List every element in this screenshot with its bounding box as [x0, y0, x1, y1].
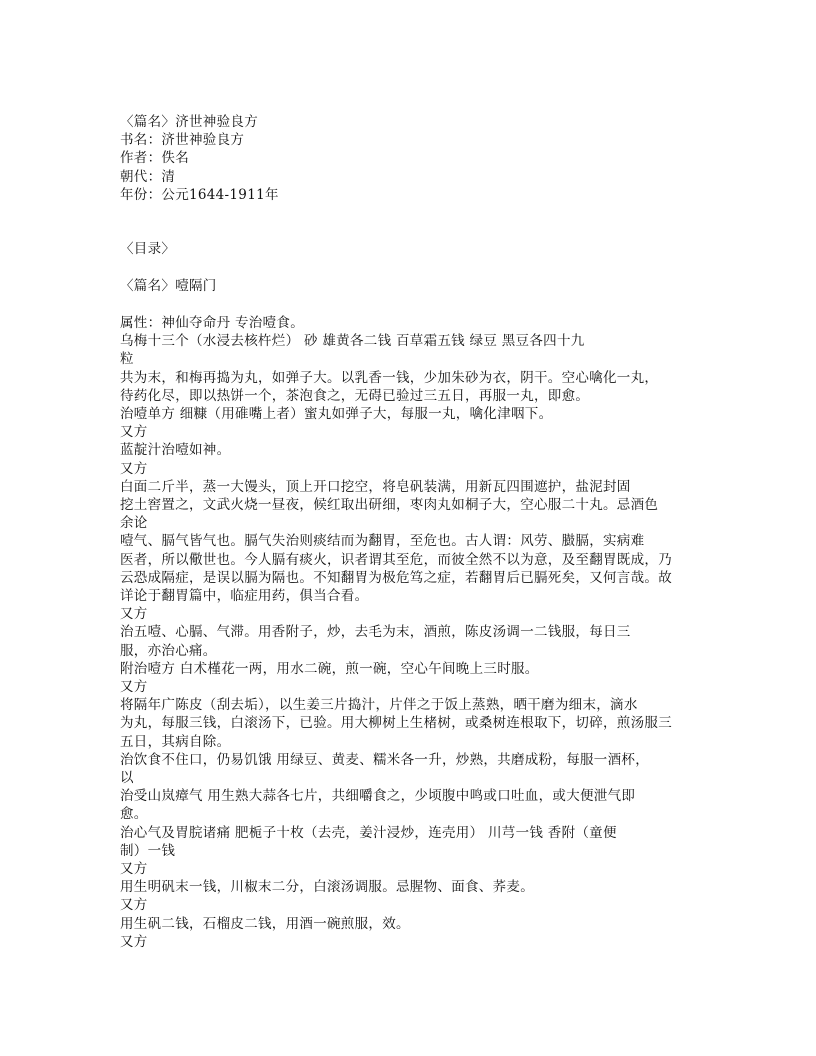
text-line: 以 [120, 770, 134, 786]
text-line: 云恐成隔症，是误以膈为隔也。不知翻胃为极危笃之症，若翻胃后已膈死矣，又何言哉。故 [120, 569, 672, 586]
text-line: 服，亦治心痛。 [120, 642, 217, 659]
text-line: 待药化尽，即以热饼一个，茶泡食之，无碍已验过三五日，再服一丸，即愈。 [120, 387, 590, 404]
text-line: 余论 [120, 515, 148, 532]
text-line: 属性：神仙夺命丹 专治噎食。 [120, 315, 304, 331]
text-line: 详论于翻胃篇中，临症用药，俱当合看。 [120, 588, 369, 604]
text-line: 又方 [120, 606, 148, 623]
doc-title: 〈篇名〉济世神验良方 [120, 114, 258, 130]
text-line: 治心气及胃脘诸痛 肥栀子十枚（去壳，姜汁浸炒，连壳用） 川芎一钱 香附（童便 [120, 824, 617, 841]
text-line: 乌梅十三个（水浸去核杵烂） 砂 雄黄各二钱 百草霜五钱 绿豆 黑豆各四十九 [120, 333, 585, 350]
text-line: 又方 [120, 679, 148, 695]
text-line: 治饮食不住口，仍易饥饿 用绿豆、黄麦、糯米各一升，炒熟，共磨成粉，每服一酒杯， [120, 751, 649, 768]
text-line: 治噎单方 细糠（用碓嘴上者）蜜丸如弹子大，每服一丸，噙化津咽下。 [120, 406, 553, 422]
text-line: 噎气、膈气皆气也。膈气失治则痰结而为翻胃，至危也。古人谓：风劳、臌膈，实病难 [120, 533, 645, 550]
text-line: 又方 [120, 424, 148, 441]
text-line: 治受山岚瘴气 用生熟大蒜各七片，共细嚼食之，少顷腹中鸣或口吐血，或大便泄气即 [120, 788, 636, 805]
author: 作者：佚名 [120, 150, 189, 167]
text-line: 又方 [120, 861, 148, 877]
text-line: 挖土窖置之，文武火烧一昼夜，候红取出研细，枣肉丸如桐子大，空心服二十丸。忌酒色 [120, 497, 659, 513]
text-line: 医者，所以儆世也。今人膈有痰火，识者谓其至危，而彼全然不以为意，及至翻胃既成，乃 [120, 551, 672, 568]
text-line: 愈。 [120, 806, 148, 823]
year: 年份：公元1644-1911年 [120, 186, 279, 203]
dynasty: 朝代：清 [120, 168, 176, 185]
text-line: 蓝靛汁治噎如神。 [120, 442, 231, 459]
book-name: 书名：济世神验良方 [120, 132, 245, 149]
text-line: 又方 [120, 897, 148, 914]
toc-label: 〈目录〉 [120, 241, 176, 257]
text-line: 将隔年广陈皮（刮去垢），以生姜三片捣汁，片伴之于饭上蒸熟，晒干磨为细末，滴水 [120, 697, 638, 714]
text-line: 用生明矾末一钱，川椒末二分，白滚汤调服。忌腥物、面食、荞麦。 [120, 879, 534, 896]
text-line: 五日，其病自除。 [120, 733, 231, 750]
section-title: 〈篇名〉噎隔门 [120, 278, 217, 294]
text-line: 白面二斤半，蒸一大馒头，顶上开口挖空，将皂矾装满，用新瓦四围遮护，盐泥封固 [120, 478, 631, 495]
text-line: 用生矾二钱，石榴皮二钱，用酒一碗煎服，效。 [120, 915, 410, 932]
text-line: 附治噎方 白术槿花一两，用水二碗，煎一碗，空心午间晚上三时服。 [120, 660, 539, 677]
text-line: 又方 [120, 460, 148, 477]
text-line: 为丸，每服三钱，白滚汤下，已验。用大柳树上生楮树，或桑树连根取下，切碎，煎汤服三 [120, 715, 672, 732]
text-line: 又方 [120, 933, 148, 950]
text-line: 粒 [120, 351, 134, 368]
text-line: 制）一钱 [120, 842, 176, 859]
text-line: 治五噎、心膈、气滞。用香附子，炒，去毛为末，酒煎，陈皮汤调一二钱服，每日三 [120, 624, 631, 641]
text-line: 共为末，和梅再捣为丸，如弹子大。以乳香一钱，少加朱砂为衣，阴干。空心噙化一丸， [120, 369, 659, 386]
